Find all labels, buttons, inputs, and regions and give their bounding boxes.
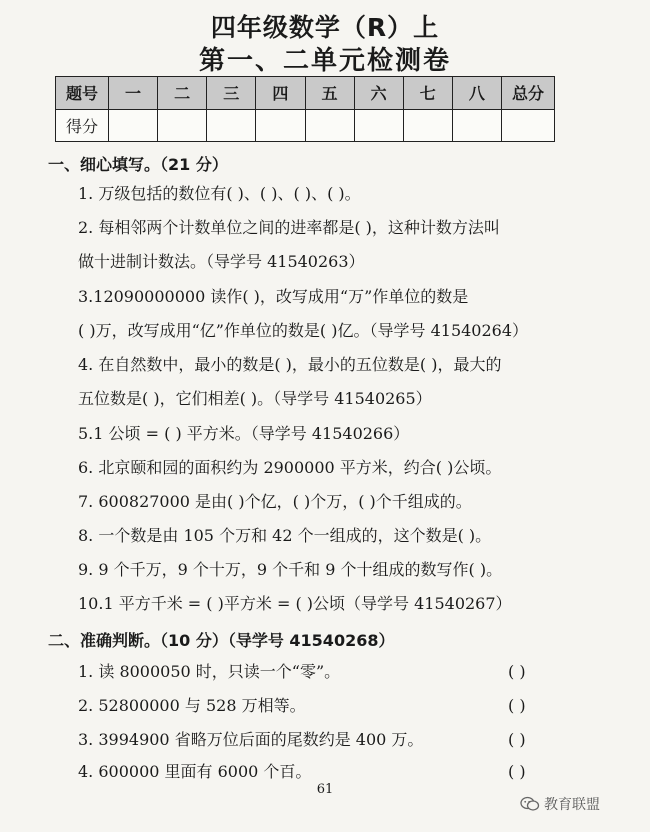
score-header-cell: 三 <box>207 77 256 110</box>
wechat-icon <box>520 796 540 812</box>
page-number: 61 <box>316 782 334 797</box>
question-line: 3.12090000000 读作( )，改写成用“万”作单位的数是 <box>78 287 469 306</box>
answer-parentheses[interactable]: ( ) <box>508 730 526 749</box>
question-line: 做十进制计数法。（导学号 41540263） <box>78 252 365 271</box>
score-cell[interactable] <box>354 109 403 142</box>
score-cell[interactable] <box>158 109 207 142</box>
watermark <box>520 794 600 814</box>
page-subtitle: 第一、二单元检测卷 <box>198 46 451 76</box>
score-cell[interactable] <box>256 109 305 142</box>
score-cell[interactable] <box>502 109 555 142</box>
answer-parentheses[interactable]: ( ) <box>508 696 526 715</box>
judge-item: 2. 52800000 与 528 万相等。 <box>78 696 306 715</box>
score-cell[interactable] <box>109 109 158 142</box>
score-cell[interactable] <box>403 109 452 142</box>
score-header-cell: 六 <box>354 77 403 110</box>
judge-item: 4. 600000 里面有 6000 个百。 <box>78 762 312 781</box>
judge-item: 3. 3994900 省略万位后面的尾数约是 400 万。 <box>78 730 424 749</box>
question-line: 6. 北京颐和园的面积约为 2900000 平方米，约合( )公顷。 <box>78 458 502 477</box>
score-header-cell: 题号 <box>56 77 109 110</box>
score-cell[interactable] <box>452 109 501 142</box>
answer-parentheses[interactable]: ( ) <box>508 762 526 781</box>
question-line: 5.1 公顷 = ( ) 平方米。（导学号 41540266） <box>78 424 410 443</box>
question-line: 8. 一个数是由 105 个万和 42 个一组成的，这个数是( )。 <box>78 526 492 545</box>
question-line: ( )万，改写成用“亿”作单位的数是( )亿。（导学号 41540264） <box>78 321 529 340</box>
section-2-heading: 二、准确判断。（10 分）（导学号 41540268） <box>48 631 395 650</box>
question-line: 1. 万级包括的数位有( )、( )、( )、( )。 <box>78 184 361 203</box>
score-header-cell: 二 <box>158 77 207 110</box>
answer-parentheses[interactable]: ( ) <box>508 662 526 681</box>
score-header-cell: 一 <box>109 77 158 110</box>
page-title: 四年级数学（R）上 <box>210 13 440 42</box>
watermark-text: 教育联盟 <box>544 797 600 813</box>
score-header-cell: 五 <box>305 77 354 110</box>
question-line: 9. 9 个千万，9 个十万，9 个千和 9 个十组成的数写作( )。 <box>78 560 503 579</box>
score-header-cell: 七 <box>403 77 452 110</box>
question-line: 7. 600827000 是由( )个亿，( )个万，( )个千组成的。 <box>78 492 472 511</box>
question-line: 五位数是( )，它们相差( )。（导学号 41540265） <box>78 389 432 408</box>
score-table-header-row <box>56 77 555 110</box>
score-row-label: 得分 <box>56 109 109 142</box>
score-table <box>55 76 555 142</box>
score-header-cell: 八 <box>452 77 501 110</box>
question-line: 4. 在自然数中，最小的数是( )，最小的五位数是( )，最大的 <box>78 355 502 374</box>
question-line: 10.1 平方千米 = ( )平方米 = ( )公顷（导学号 41540267） <box>78 594 512 613</box>
judge-item: 1. 读 8000050 时，只读一个“零”。 <box>78 662 341 681</box>
score-header-cell: 总分 <box>502 77 555 110</box>
score-cell[interactable] <box>207 109 256 142</box>
question-line: 2. 每相邻两个计数单位之间的进率都是( )，这种计数方法叫 <box>78 218 500 237</box>
score-table-score-row <box>56 109 555 142</box>
score-cell[interactable] <box>305 109 354 142</box>
score-header-cell: 四 <box>256 77 305 110</box>
section-1-heading: 一、细心填写。（21 分） <box>48 155 228 174</box>
